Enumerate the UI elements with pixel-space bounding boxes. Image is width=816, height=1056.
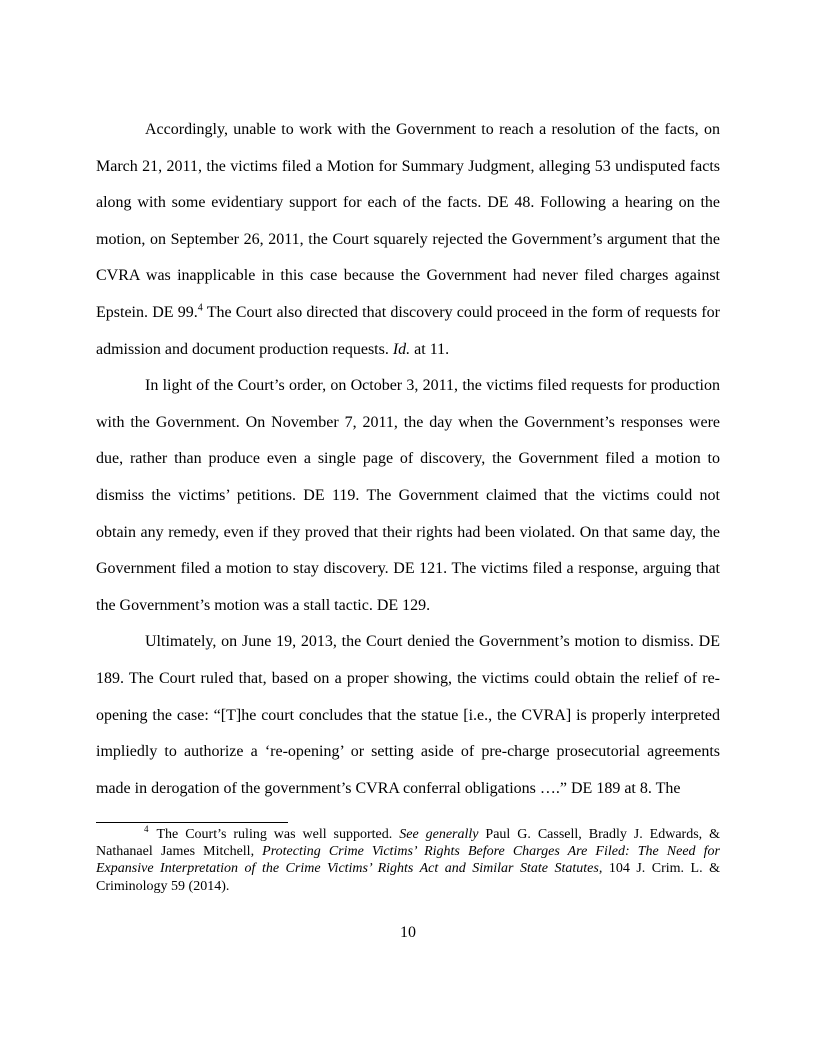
paragraph-text: at 11. xyxy=(410,340,450,358)
footnote-text: Paul G. Cassell, Bradly J. Edwards, & Nathanael James Mitchell, xyxy=(96,827,721,860)
paragraph-text: The Court also directed that discovery could proceed in the form of requests for admission and document production requests. xyxy=(96,303,720,358)
footnote-text: 104 J. Crim. L. & Criminology 59 (2014). xyxy=(96,861,720,894)
footnote-text: The Court’s ruling was well supported. xyxy=(156,827,400,842)
footnote-article-title: Protecting Crime Victims’ Rights Before Charges Are Filed: The Need for Expansive Interpretation of the Crime Victims’ Rights Act and Similar State Statutes, xyxy=(96,844,720,877)
paragraph-discovery-requests: In light of the Court’s order, on October 3, 2011, the victims filed requests for production with the Government. On November 7, 2011, the day when the Government’s responses were due, rather than produce even a single page of discovery, the Government filed a motion to dismiss the victims’ petitions. DE 119. The Government claimed that the victims could not obtain any remedy, even if they proved that their rights had been violated. On that same day, the Government filed a motion to stay discovery. DE 121. The victims filed a response, arguing that the Government’s motion was a stall tactic. DE 129. xyxy=(96,377,720,614)
paragraph-summary-judgment xyxy=(96,112,720,368)
footnote-separator xyxy=(96,822,288,823)
footnote xyxy=(96,826,720,895)
footnote-reference[interactable]: 4 xyxy=(197,302,203,314)
footnote-signal: See generally xyxy=(399,827,479,842)
paragraph-text: Accordingly, unable to work with the Government to reach a resolution of the facts, on March 21, 2011, the victims filed a Motion for Summary Judgment, alleging 53 undisputed facts along with some evidentiary support for each of the facts. DE 48. Following a hearing on the motion, on September 26, 2011, the Court squarely rejected the Government’s argument that the CVRA was inapplicable in this case because the Government had never filed charges against Epstein. DE 99. xyxy=(96,121,720,321)
footnote-number: 4 xyxy=(144,824,149,835)
paragraph-motion-denied: Ultimately, on June 19, 2013, the Court denied the Government’s motion to dismiss. DE 189. The Court ruled that, based on a proper showing, the victims could obtain the relief of re-opening the case: “[T]he court concludes that the statue [i.e., the CVRA] is properly interpreted impliedly to authorize a ‘re-opening’ or setting aside of pre-charge prosecutorial agreements made in derogation of the government’s CVRA conferral obligations ….” DE 189 at 8. The xyxy=(96,633,720,797)
body-text xyxy=(96,112,720,807)
page-number: 10 xyxy=(400,924,416,941)
citation-italic: Id. xyxy=(392,340,411,358)
